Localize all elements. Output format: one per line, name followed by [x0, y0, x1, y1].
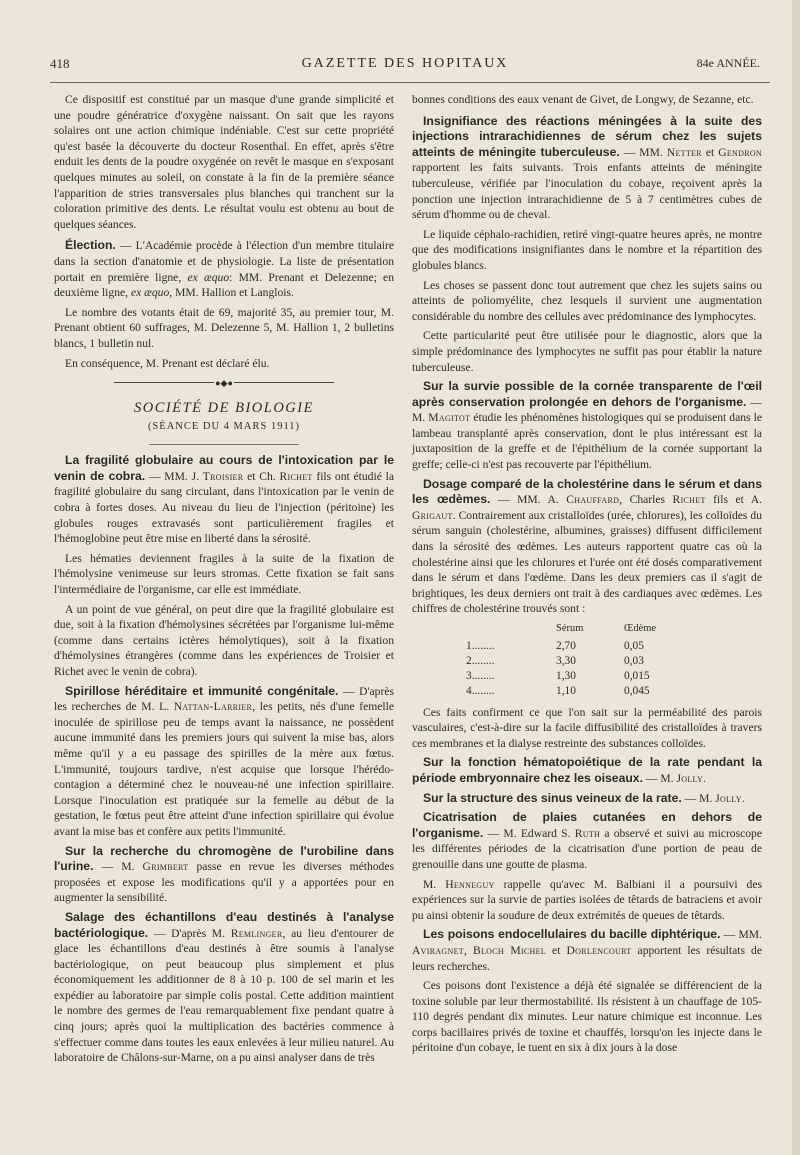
salage-text-a: — D'après M.	[148, 926, 231, 940]
header-rule	[50, 82, 770, 83]
publication-title: GAZETTE DES HOPITAUX	[301, 56, 509, 71]
rosenthal-paragraph: Ce dispositif est constitué par un masque d'une grande simplicité et une poudre génératrice d'oxygène naissant. On sait que les rayons solaires ont une action chimique indéniable. C'est sur cette propriété qu'est basée la découverte du docteur Rosenthal. En effet, après s'être enduit les dents de la poudre oxygénée on revêt le masque en s'exposant quelques minutes au soleil, on constate à la fin de la première séance l'apparition de stries transversales plus blanches qui tranchent sur la coloration primitive des dents. Le résultat voulu est obtenu au bout de quelques séances.	[54, 93, 394, 231]
henneguy-text-b: rappelle qu'avec M. Balbiani il a poursuivi des expériences sur la survie de parties isolées de têtards de batraciens et avoir pu ainsi obtenir la soudure de deux extrémités de queues de têtards.	[412, 877, 762, 922]
poisons-paragraph	[412, 927, 762, 974]
author-dorlencourt: Dorlencourt	[566, 943, 632, 957]
fragilite-text-c: fils ont étudié la fragilité globulaire du sang circulant, dans l'intoxication par le venin de cobra à fortes doses. Au niveau du lieu de l'injection (péritoine) les globules rouges extravasés sont particulièrement fragiles et l'hémoglobine peut être mise en liberté dans la sérosité.	[54, 469, 394, 546]
rate-paragraph	[412, 755, 762, 786]
table-header-row	[466, 621, 684, 639]
election-text-c: , MM. Hallion et Langlois.	[169, 286, 294, 300]
right-column	[412, 92, 762, 1060]
table-row	[466, 654, 684, 669]
ornament-divider	[54, 377, 394, 387]
continuation-paragraph: bonnes conditions des eaux venant de Givet, de Longwy, de Sezanne, etc.	[412, 93, 754, 106]
liquide-paragraph: Le liquide céphalo-rachidien, retiré vingt-quatre heures après, ne montre que des modifications insignifiantes dans le nombre et la répartition des globules blancs.	[412, 227, 762, 272]
election-paragraph	[54, 238, 394, 300]
cicatrisation-text-a: — M. Edward S.	[483, 826, 575, 840]
poisons-text-b: ,	[463, 943, 473, 957]
author-ruth: Ruth	[574, 826, 601, 840]
author-remlinger: Remlinger	[230, 926, 283, 940]
result-paragraph: En conséquence, M. Prenant est déclaré élu.	[65, 356, 270, 370]
author-grigaut: Grigaut	[412, 508, 453, 522]
table-cell-serum: 2,70	[556, 639, 576, 652]
fragilite-text-a: — MM. J.	[145, 469, 203, 483]
dosage-text-c: fils et A.	[705, 493, 762, 507]
spirillose-text-a: — D'après les recherches de M. L.	[54, 684, 394, 714]
ces-poisons-paragraph: Ces poisons dont l'existence a déjà été signalée se différencient de la toxine soluble par leur thermostabilité. Ils résistent à un chauffage de 105-110 degrés pendant dix minutes. Leur nature chimique est inconnue. Les corps bacillaires privés de toxine et chauffés, lorsqu'on les injecte dans le péritoine d'un cobaye, le tuent en six à dix jours à la dose	[412, 979, 762, 1055]
table-row	[466, 669, 684, 684]
sinus-text-b: .	[741, 791, 745, 805]
table-header-oedeme: Œdème	[624, 623, 657, 634]
page-header	[50, 56, 760, 78]
choses-paragraph: Les choses se passent donc tout autrement que chez les sujets sains ou atteints de poliomyélite, chez lesquels il survient une augmentation considérable du nombre des cellules avec prédominance des lymphocytes.	[412, 278, 762, 323]
cicatrisation-heading: Cicatrisation de plaies cutanées en dehors de l'organisme.	[412, 810, 762, 840]
salage-text-b: , au lieu d'entourer de glace les échantillons d'eau destinés à être soumis à l'analyse bactériologique, on peut beaucoup plus simplement et plus économiquement les additionner de 8 à 10 p. 100 de sel marin et les expédier au laboratoire par simple colis postal. Cette addition maintient le nombre des germes de l'eau remarquablement fixe pendant quatre à cinq jours; après quoi la multiplication des bactéries commence à s'effectuer comme dans toutes les eaux enlevées à leur milieu naturel. Au laboratoire de Châlons-sur-Marne, on a pu ainsi analyser dans de très	[54, 926, 394, 1065]
cholesterine-table	[466, 621, 684, 699]
survie-text-a: — M.	[412, 395, 762, 425]
author-aviragnet: Aviragnet	[412, 943, 464, 957]
henneguy-paragraph	[412, 877, 762, 924]
author-netter: Netter	[666, 145, 702, 159]
sinus-heading: Sur la structure des sinus veineux de la rate.	[423, 790, 682, 805]
table-header-case	[466, 621, 556, 639]
fragilite-heading: La fragilité globulaire au cours de l'intoxication par le venin de cobra.	[54, 453, 394, 483]
henneguy-text-a: M.	[423, 877, 446, 891]
poisons-text-c: et	[545, 943, 567, 957]
spirillose-heading: Spirillose héréditaire et immunité congénitale.	[65, 683, 339, 698]
divider-line-right	[234, 382, 334, 383]
survie-text-b: étudie les phénomènes histologiques qui se produisent dans le lambeau transplanté après conservation, dont le plus intéressant est la juxtaposition de la greffe et de l'épithélium de la cornée supportant la greffe; celle-ci n'est pas recouverte par l'épithélium.	[412, 411, 762, 472]
page-number: 418	[50, 56, 70, 71]
author-nattan-larrier: Nattan-Larrier	[173, 700, 253, 714]
table-row	[466, 639, 684, 654]
cicatrisation-paragraph	[412, 810, 762, 872]
page-edge	[792, 0, 800, 1155]
table-header-serum: Sérum	[556, 623, 584, 634]
election-text-b: : MM. Prenant et Delezenne; en deuxième ligne,	[54, 270, 394, 300]
divider-ornament: ●◆●	[215, 378, 233, 389]
election-italic-2: ex æquo	[130, 286, 170, 300]
author-henneguy: Henneguy	[445, 877, 495, 891]
particularite-paragraph: Cette particularité peut être utilisée pour le diagnostic, alors que la simple prédominance des lymphocytes ne suffit pas pour établir la nature tuberculeuse.	[412, 329, 762, 374]
dosage-heading: Dosage comparé de la cholestérine dans le sérum et dans les œdèmes.	[412, 476, 762, 507]
table-cell-oedeme: 0,03	[624, 654, 644, 667]
chromogene-paragraph	[54, 844, 394, 906]
dosage-text-b: , Charles	[619, 493, 673, 507]
salage-heading: Salage des échantillons d'eau destinés à l'analyse bactériologique.	[54, 909, 394, 940]
section-subtitle: (SÉANCE DU 4 MARS 1911)	[147, 420, 301, 432]
table-row	[466, 684, 684, 699]
chromogene-heading: Sur la recherche du chromogène de l'urobiline dans l'urine.	[54, 843, 394, 874]
author-richet: Richet	[279, 469, 313, 483]
rate-heading: Sur la fonction hématopoiétique de la rate pendant la période embryonnaire chez les oiseaux.	[412, 755, 762, 785]
author-troisier: Troisier	[202, 469, 244, 483]
author-grimbert: Grimbert	[142, 860, 189, 874]
insignifiance-text-c: rapportent les faits suivants. Trois enfants atteints de méningite tuberculeuse, vérifiée par l'inoculation du cobaye, reçoivent après la ponction une injection intrarachidienne de 5 à 7 centimètres cubes de sérum d'homme ou de cheval.	[412, 161, 762, 222]
election-text-a: — L'Académie procède à l'élection d'un membre titulaire dans la section d'anatomie et de physiologie. La liste de présentation portait en première ligne,	[54, 239, 394, 284]
hematies-paragraph: Les hématies deviennent fragiles à la suite de la fixation de l'hémolysine venimeuse sur leurs stromas. Cette fixation se fait sans l'intermédiaire de l'organisme, car elle est immédiate.	[54, 551, 394, 597]
table-cell-case: 1........	[466, 639, 495, 652]
publication-year: 84e ANNÉE.	[696, 56, 760, 70]
rate-text-a: — M.	[642, 771, 677, 785]
spirillose-text-b: , les petits, nés d'une femelle inoculée de spirillose peu de temps avant la naissance, ne possèdent aucune immunité dans les premiers jours qui suivent la mise bas, alors même qu'il y a eu passage des spirilles de la mère aux fœtus. L'immunité, toujours tardive, n'est acquise que lorsque l'hérédo-contagion a déterminé chez le nouveau-né une infection spirillaire. Lorsque l'inoculation est pratiquée sur la femelle au début de la gestation, le fœtus peut être atteint d'une infection spirillaire qui évolue avant la mise bas et confère aux petits l'immunité.	[54, 700, 394, 838]
author-bloch-michel: Bloch Michel	[472, 943, 546, 957]
section-rule	[149, 444, 299, 445]
cicatrisation-text-b: a observé et suivi au microscope les différentes périodes de la cicatrisation d'une portion de peau de grenouille dans une goutte de plasma.	[412, 826, 762, 871]
left-column	[54, 92, 394, 1070]
dosage-paragraph	[412, 477, 762, 617]
author-magitot: Magitot	[428, 411, 471, 425]
dosage-text-d: . Contrairement aux cristalloïdes (urée, chlorures), les colloïdes du sérum sanguin (cholestérine, albumines, graisses) diffusent difficilement dans la sérosité des œdèmes. Les auteurs rapportent quatre cas où la cholestérine ainsi que les chlorures et l'urée ont été dosés comparativement dans le sérum et dans l'œdème. Dans les deux premiers cas il s'agit de brightiques, les deux derniers ont trait à des cardiaques avec œdèmes. Les chiffres de cholestérine trouvés sont :	[412, 508, 762, 616]
fragilite-paragraph	[54, 453, 394, 547]
table-cell-case: 2........	[466, 654, 495, 667]
faits-paragraph: Ces faits confirment ce que l'on sait sur la perméabilité des parois vasculaires, c'est-à-dire sur la facile diffusibilité des cristalloïdes à travers ces membranes et la dialyse restreinte des substances colloïdes.	[412, 705, 762, 750]
election-heading: Élection.	[65, 238, 116, 253]
table-cell-oedeme: 0,015	[624, 669, 650, 682]
table-cell-serum: 1,30	[556, 669, 576, 682]
divider-line-left	[114, 382, 214, 383]
poisons-heading: Les poisons endocellulaires du bacille diphtérique.	[423, 927, 721, 942]
author-richet-charles: Richet	[672, 493, 706, 507]
author-chauffard: Chauffard	[566, 493, 620, 507]
author-gendron: Gendron	[718, 145, 762, 159]
survie-paragraph	[412, 379, 762, 473]
insignifiance-heading: Insignifiance des réactions méningées à la suite des injections intrarachidiennes de sérum chez les sujets atteints de méningite tuberculeuse.	[412, 113, 762, 159]
section-title: SOCIÉTÉ DE BIOLOGIE	[134, 400, 314, 417]
point-de-vue-paragraph: A un point de vue général, on peut dire que la fragilité globulaire est due, soit à la fixation d'hémolysines sécrétées par l'organisme lui-même (comme dans certains ictères hémolytiques), soit à la fixation d'hémolysines étrangères (comme dans les expériences de Troisier et Richet avec le venin de cobra).	[54, 602, 394, 678]
dosage-text-a: — MM. A.	[490, 493, 567, 507]
spirillose-paragraph	[54, 684, 394, 840]
sinus-text-a: — M.	[681, 791, 716, 805]
insignifiance-text-a: — MM.	[619, 145, 667, 159]
table-cell-case: 4........	[466, 684, 495, 697]
insignifiance-paragraph	[412, 114, 762, 223]
table-cell-oedeme: 0,05	[624, 639, 644, 652]
insignifiance-text-b: et	[701, 145, 719, 159]
author-jolly: Jolly	[676, 771, 704, 785]
table-cell-serum: 3,30	[556, 654, 576, 667]
table-cell-serum: 1,10	[556, 684, 576, 697]
table-cell-case: 3........	[466, 669, 495, 682]
chromogene-text-a: — M.	[93, 860, 143, 874]
chromogene-text-b: passe en revue les diverses méthodes proposées et expose les modifications qu'il y a apportées pour en augmenter la sensibilité.	[54, 860, 395, 905]
rate-text-b: .	[703, 771, 706, 785]
election-italic-1: ex æquo	[187, 270, 230, 284]
poisons-text-d: apportent les résultats de leurs recherches.	[412, 943, 762, 973]
salage-paragraph	[54, 910, 394, 1066]
survie-heading: Sur la survie possible de la cornée transparente de l'œil après conservation prolongée en dehors de l'organisme.	[412, 379, 762, 409]
fragilite-text-b: et Ch.	[243, 469, 280, 483]
sinus-paragraph	[412, 791, 762, 807]
table-cell-oedeme: 0,045	[624, 684, 650, 697]
author-jolly-2: Jolly	[715, 791, 742, 805]
poisons-text-a: — MM.	[720, 928, 762, 942]
votes-paragraph: Le nombre des votants était de 69, majorité 35, au premier tour, M. Prenant obtient 60 suffrages, M. Delezenne 5, M. Hallion 1, 2 bulletins blancs, 1 bulletin nul.	[54, 305, 394, 350]
